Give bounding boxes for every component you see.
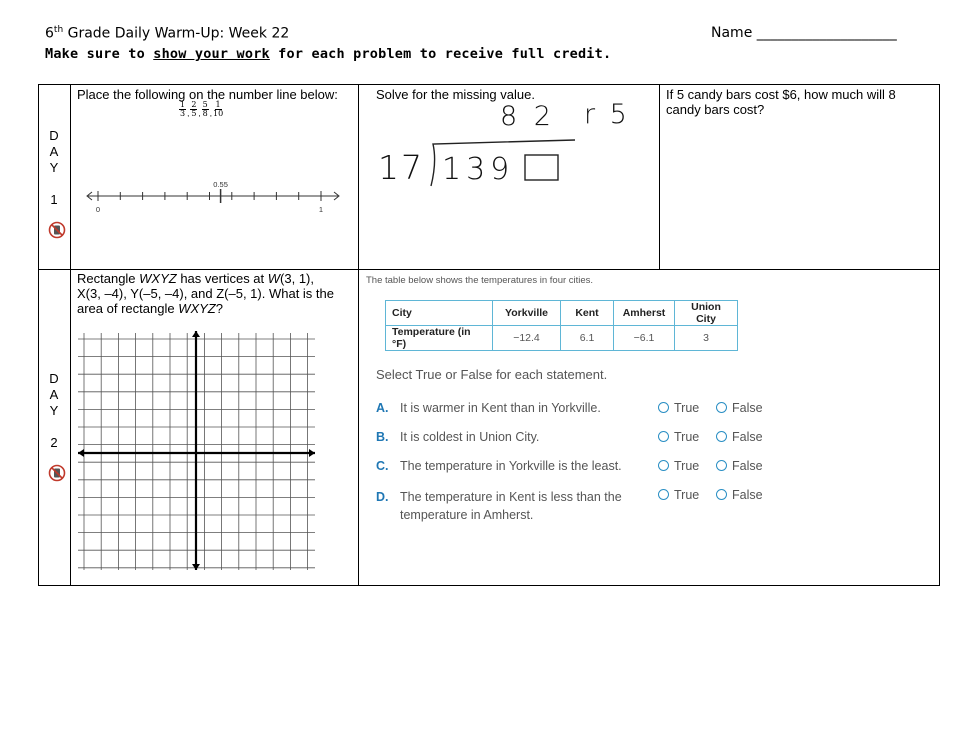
remainder: r 5 xyxy=(584,99,630,130)
day2-label: D A Y 2 xyxy=(49,371,59,450)
no-calculator-icon xyxy=(48,221,66,239)
true-radio-b[interactable]: True xyxy=(658,430,699,444)
coordinate-grid[interactable] xyxy=(76,325,321,575)
tf-instruction: Select True or False for each statement. xyxy=(376,367,608,382)
table-header: Amherst xyxy=(614,301,675,326)
true-radio-a[interactable]: True xyxy=(658,401,699,415)
fraction-list: $\frac{1}{3}$ , $\frac{2}{5}$ , $\frac{5}{8}$ , $\frac{1}{10}$ xyxy=(180,100,224,118)
true-radio-c[interactable]: True xyxy=(658,459,699,473)
dividend: 139 xyxy=(442,152,515,187)
table-cell: Temperature (in °F) xyxy=(386,326,493,351)
d2p1-prompt: Rectangle WXYZ has vertices at W(3, 1), X(3, –4), Y(–5, –4), and Z(–5, 1). What is the area of rectangle WXYZ? xyxy=(77,271,334,316)
table-cell: −12.4 xyxy=(493,326,561,351)
temperature-table xyxy=(385,300,738,351)
statement-c: C. The temperature in Yorkville is the least. xyxy=(376,459,622,473)
table-cell: −6.1 xyxy=(614,326,675,351)
quotient: 8 2 xyxy=(500,101,555,132)
marker-label: 0.55 xyxy=(213,180,228,189)
table-cell: 3 xyxy=(675,326,738,351)
no-calculator-icon xyxy=(48,464,66,482)
table-header: Kent xyxy=(561,301,614,326)
name-field[interactable]: Name ____________________ xyxy=(711,25,897,41)
d2p-prompt-solve: Solve for the missing value. xyxy=(376,87,535,102)
day1-label: D A Y 1 xyxy=(49,128,59,207)
tick-label-end: 1 xyxy=(318,205,324,214)
divisor: 17 xyxy=(378,148,424,187)
statement-a: A. It is warmer in Kent than in Yorkville. xyxy=(376,401,601,415)
d1p1-prompt: Place the following on the number line below: xyxy=(77,87,338,102)
number-line xyxy=(82,178,344,220)
false-radio-c[interactable]: False xyxy=(716,459,763,473)
statement-b: B. It is coldest in Union City. xyxy=(376,430,540,444)
temp-intro: The table below shows the temperatures in four cities. xyxy=(366,275,594,286)
table-header: Union City xyxy=(675,301,738,326)
instructions: Make sure to show your work for each problem to receive full credit. xyxy=(45,46,612,62)
d1p3-prompt: If 5 candy bars cost $6, how much will 8 candy bars cost? xyxy=(666,87,896,117)
table-header: Yorkville xyxy=(493,301,561,326)
missing-digit-box[interactable] xyxy=(522,151,562,185)
false-radio-b[interactable]: False xyxy=(716,430,763,444)
table-header: City xyxy=(386,301,493,326)
tick-label-start: 0 xyxy=(95,205,101,214)
table-cell: 6.1 xyxy=(561,326,614,351)
false-radio-a[interactable]: False xyxy=(716,401,763,415)
false-radio-d[interactable]: False xyxy=(716,488,763,502)
true-radio-d[interactable]: True xyxy=(658,488,699,502)
statement-d: D. The temperature in Kent is less than the temperature in Amherst. xyxy=(376,490,622,522)
worksheet-title: 6th Grade Daily Warm-Up: Week 22 xyxy=(45,25,290,42)
